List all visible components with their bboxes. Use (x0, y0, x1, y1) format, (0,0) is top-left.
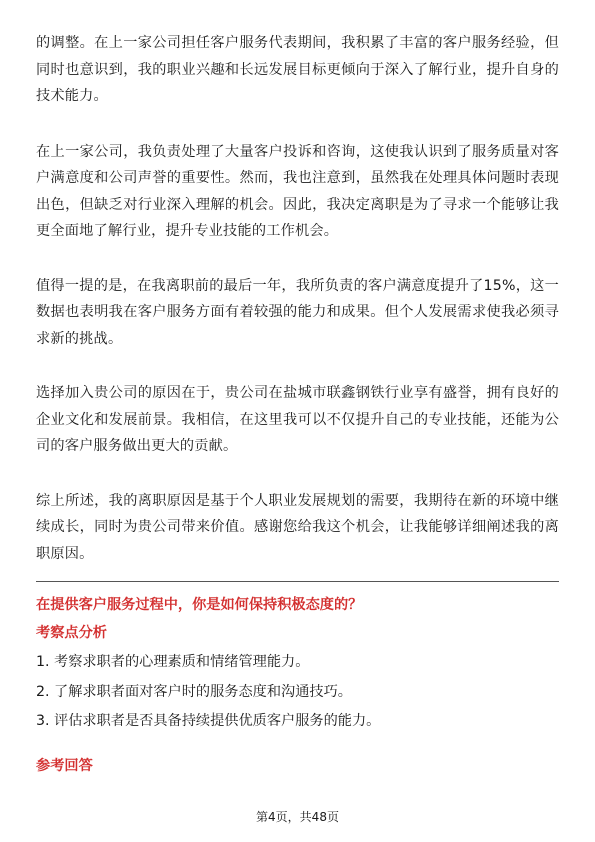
paragraph-5: 综上所述，我的离职原因是基于个人职业发展规划的需要，我期待在新的环境中继续成长，同时为贵公司带来价值。感谢您给我这个机会，让我能够详细阐述我的离职原因。 (36, 492, 559, 562)
paragraph-2: 在上一家公司，我负责处理了大量客户投诉和咨询，这使我认识到了服务质量对客户满意度和公司声誉的重要性。然而，我也注意到，虽然我在处理具体问题时表现出色，但缺乏对行业深入理解的机会。因此，我决定离职是为了寻求一个能够让我更全面地了解行业，提升专业技能的工作机会。 (36, 143, 559, 239)
section-divider (36, 581, 559, 582)
paragraph-1: 的调整。在上一家公司担任客户服务代表期间，我积累了丰富的客户服务经验，但同时也意识到，我的职业兴趣和长远发展目标更倾向于深入了解行业，提升自身的技术能力。 (36, 35, 559, 104)
analysis-heading: 考察点分析 (36, 625, 107, 641)
list-item: 3. 评估求职者是否具备持续提供优质客户服务的能力。 (36, 713, 381, 729)
paragraph-4: 选择加入贵公司的原因在于，贵公司在盐城市联鑫钢铁行业享有盛誉，拥有良好的企业文化和发展前景。我相信，在这里我可以不仅提升自己的专业技能，还能为公司的客户服务做出更大的贡献。 (36, 385, 559, 454)
question-heading: 在提供客户服务过程中，你是如何保持积极态度的？ (36, 597, 363, 613)
list-item: 1. 考察求职者的心理素质和情绪管理能力。 (36, 654, 310, 670)
answer-heading: 参考回答 (36, 757, 93, 774)
list-item: 2. 了解求职者面对客户时的服务态度和沟通技巧。 (36, 683, 352, 700)
page-number: 第4页，共48页 (256, 810, 339, 824)
document-page (36, 30, 559, 779)
paragraph-3: 值得一提的是，在我离职前的最后一年，我所负责的客户满意度提升了15%，这一数据也表明我在客户服务方面有着较强的能力和成果。但个人发展需求使我必须寻求新的挑战。 (36, 277, 559, 347)
analysis-list (36, 648, 559, 737)
